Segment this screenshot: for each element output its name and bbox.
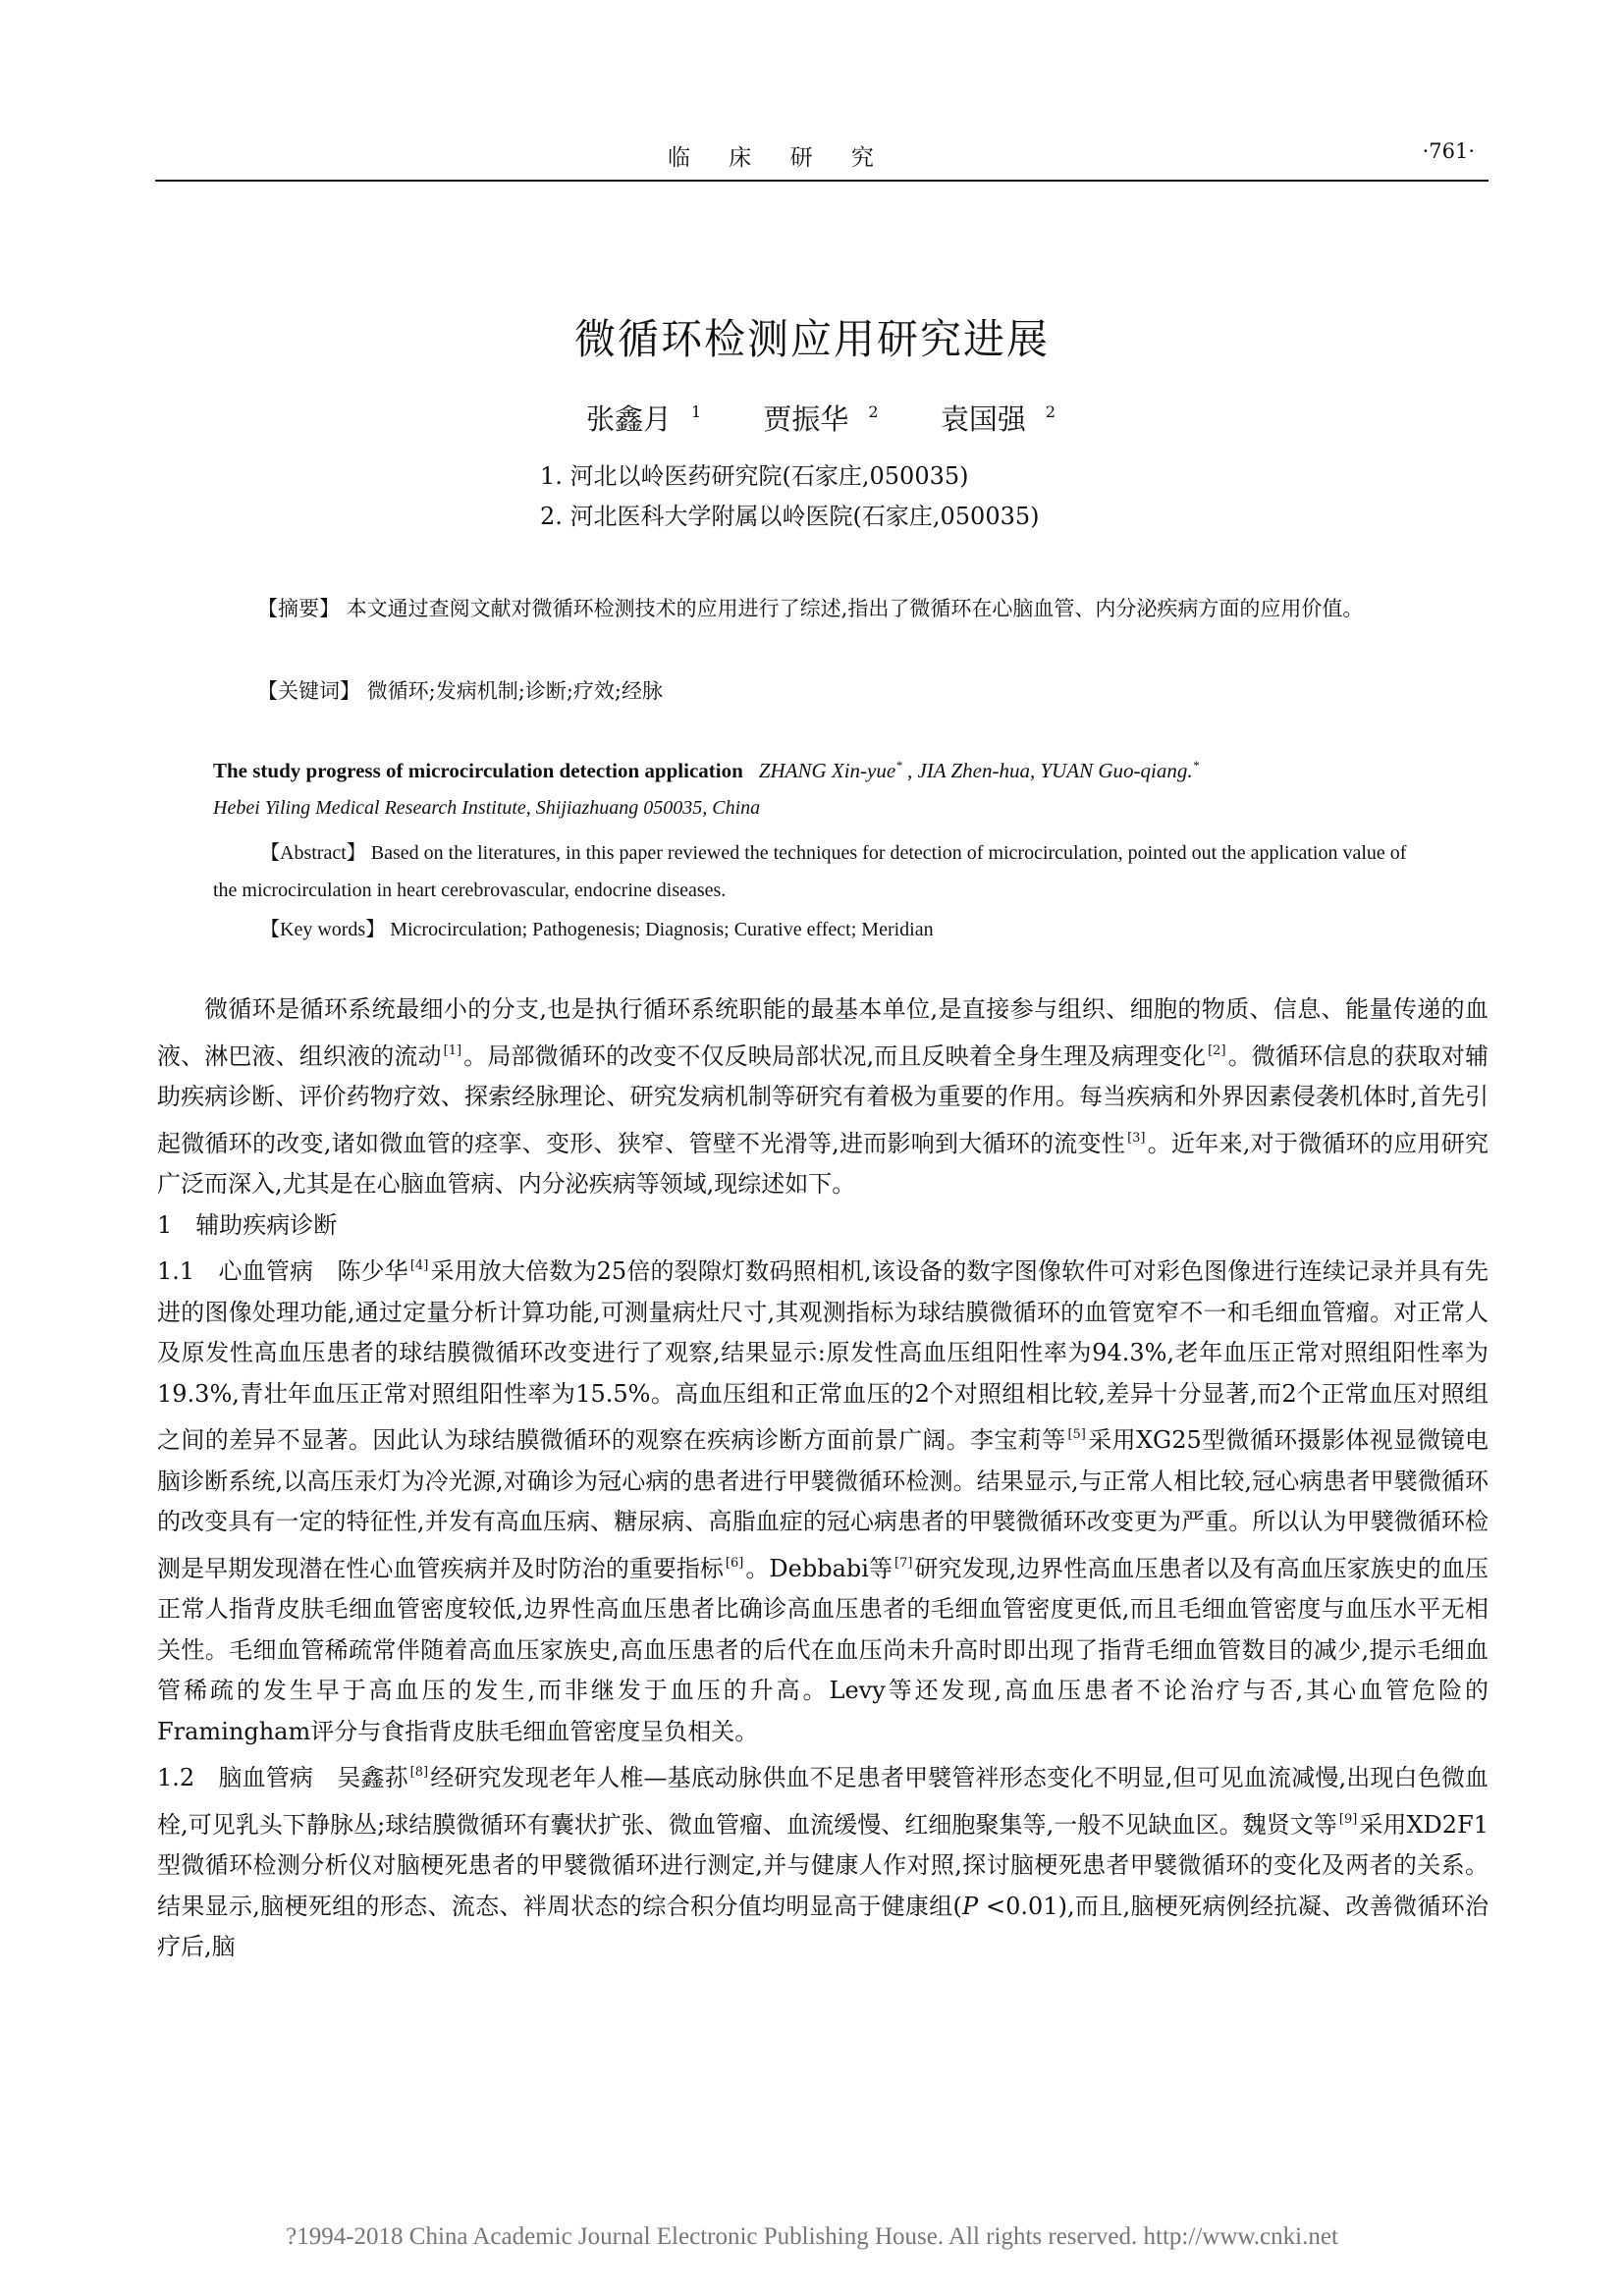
author: 贾振华 $^2$	[763, 402, 879, 436]
header-rule	[155, 180, 1489, 182]
section-1-2-paragraph: 1.2 脑血管病 吴鑫荪 [8]经研究发现老年人椎—基底动脉供血不足患者甲襞管袢形态变化不明显,但可见血流减慢,出现白色微血栓,可见乳头下静脉丛;球结膜微循环有囊状扩张、微血管瘤、血流缓慢、红细胞聚集等,一般不见缺血区。魏贤文等 [9]采用XD2F1型微循环检测分析仪对脑梗死患者的甲襞微循环进行测定,并与健康人作对照,探讨脑梗死患者甲襞微循环的变化及两者的关系。结果显示,脑梗死组的形态、流态、袢周状态的综合积分值均明显高于健康组(P <0.01),而且,脑梗死病例经抗凝、改善微循环治疗后,脑	[157, 1764, 1489, 1960]
section-1-1-paragraph: 1.1 心血管病 陈少华 [4]采用放大倍数为25倍的裂隙灯数码照相机,该设备的数字图像软件可对彩色图像进行连续记录并具有先进的图像处理功能,通过定量分析计算功能,可测量病灶尺寸,其观测指标为球结膜微循环的血管宽窄不一和毛细血管瘤。对正常人及原发性高血压患者的球结膜微循环改变进行了观察,结果显示:原发性高血压组阳性率为94.3%,老年血压正常对照组阳性率为19.3%,青壮年血压正常对照组阳性率为15.5%。高血压组和正常血压的2个对照组相比较,差异十分显著,而2个正常血压对照组之间的差异不显著。因此认为球结膜微循环的观察在疾病诊断方面前景广阔。李宝莉等 [5]采用XG25型微循环摄影体视显微镜电脑诊断系统,以高压汞灯为冷光源,对确诊为冠心病的患者进行甲襞微循环检测。结果显示,与正常人相比较,冠心病患者甲襞微循环的改变具有一定的特征性,并发有高血压病、糖尿病、高脂血症的冠心病患者的甲襞微循环改变更为严重。所以认为甲襞微循环检测是早期发现潜在性心血管疾病并及时防治的重要指标 [6]。Debbabi等 [7]研究发现,边界性高血压患者以及有高血压家族史的血压正常人指背皮肤毛细血管密度较低,边界性高血压患者比确诊高血压患者的毛细血管密度更低,而且毛细血管密度与血压水平无相关性。毛细血管稀疏常伴随着高血压家族史,高血压患者的后代在血压尚未升高时即出现了指背毛细血管数目的减少,提示毛细血管稀疏的发生早于高血压的发生,而非继发于血压的升高。Levy等还发现,高血压患者不论治疗与否,其心血管危险的Framingham评分与食指背皮肤毛细血管密度呈负相关。	[157, 1257, 1489, 1745]
english-abstract-text: Based on the literatures, in this paper reviewed the techniques for detection of microcirculation, pointed out the application value of the microcirculation in heart cerebrovascular, endocrine diseases.	[213, 842, 1407, 901]
english-abstract-label: 【Abstract】	[260, 842, 366, 864]
paper-title: 微循环检测应用研究进展	[573, 315, 1050, 363]
citation: [3]	[1127, 1130, 1146, 1146]
section-heading-1: 1 辅助疾病诊断	[157, 1210, 338, 1239]
chinese-keywords	[257, 675, 663, 705]
body-text	[157, 989, 1489, 1968]
english-authors: ZHANG Xin-yue* , JIA Zhen-hua, YUAN Guo-qiang.*	[758, 758, 1200, 782]
author: 袁国强 $^2$	[940, 402, 1056, 436]
affiliation-1: 1. 河北以岭医药研究院(石家庄,050035)	[540, 462, 969, 490]
subsection-label: 1.1 心血管病	[157, 1257, 338, 1285]
author-list	[0, 398, 1624, 438]
abstract-text: 本文通过查阅文献对微循环检测技术的应用进行了综述,指出了微循环在心脑血管、内分泌疾病方面的应用价值。	[346, 597, 1364, 620]
citation: [9]	[1338, 1811, 1358, 1827]
running-header-section: 临 床 研 究	[668, 145, 890, 171]
citation: [4]	[409, 1258, 429, 1273]
english-keywords-text: Microcirculation; Pathogenesis; Diagnosis; Curative effect; Meridian	[390, 919, 934, 940]
page-number: ·761·	[1422, 139, 1475, 163]
english-title: The study progress of microcirculation detection application	[213, 759, 743, 782]
citation: [7]	[894, 1555, 913, 1571]
chinese-abstract	[257, 592, 1471, 625]
english-abstract	[213, 834, 1421, 909]
citation: [8]	[409, 1765, 429, 1780]
english-title-line	[213, 758, 1199, 783]
english-affiliation: Hebei Yiling Medical Research Institute, Shijiazhuang 050035, China	[213, 797, 761, 819]
english-keywords-label: 【Key words】	[260, 919, 386, 940]
citation: [1]	[443, 1042, 462, 1058]
intro-paragraph: 微循环是循环系统最细小的分支,也是执行循环系统职能的最基本单位,是直接参与组织、细胞的物质、信息、能量传递的血液、淋巴液、组织液的流动 [1]。局部微循环的改变不仅反映局部状况,而且反映着全身生理及病理变化 [2]。微循环信息的获取对辅助疾病诊断、评价药物疗效、探索经脉理论、研究发病机制等研究有着极为重要的作用。每当疾病和外界因素侵袭机体时,首先引起微循环的改变,诸如微血管的痉挛、变形、狭窄、管壁不光滑等,进而影响到大循环的流变性 [3]。近年来,对于微循环的应用研究广泛而深入,尤其是在心脑血管病、内分泌疾病等领域,现综述如下。	[157, 995, 1489, 1198]
keywords-text: 微循环;发病机制;诊断;疗效;经脉	[366, 679, 663, 703]
affiliation-2: 2. 河北医科大学附属以岭医院(石家庄,050035)	[540, 503, 1040, 530]
copyright-footer: ?1994-2018 China Academic Journal Electronic Publishing House. All rights reserved. http://www.cnki.net	[286, 2223, 1338, 2250]
citation: [6]	[725, 1555, 744, 1571]
citation: [2]	[1208, 1042, 1226, 1058]
english-keywords	[260, 913, 934, 941]
keywords-label: 【关键词】	[257, 679, 360, 703]
author: 张鑫月 $^1$	[585, 402, 702, 436]
citation: [5]	[1067, 1427, 1086, 1442]
abstract-label: 【摘要】	[257, 597, 340, 620]
subsection-label: 1.2 脑血管病	[157, 1764, 338, 1791]
